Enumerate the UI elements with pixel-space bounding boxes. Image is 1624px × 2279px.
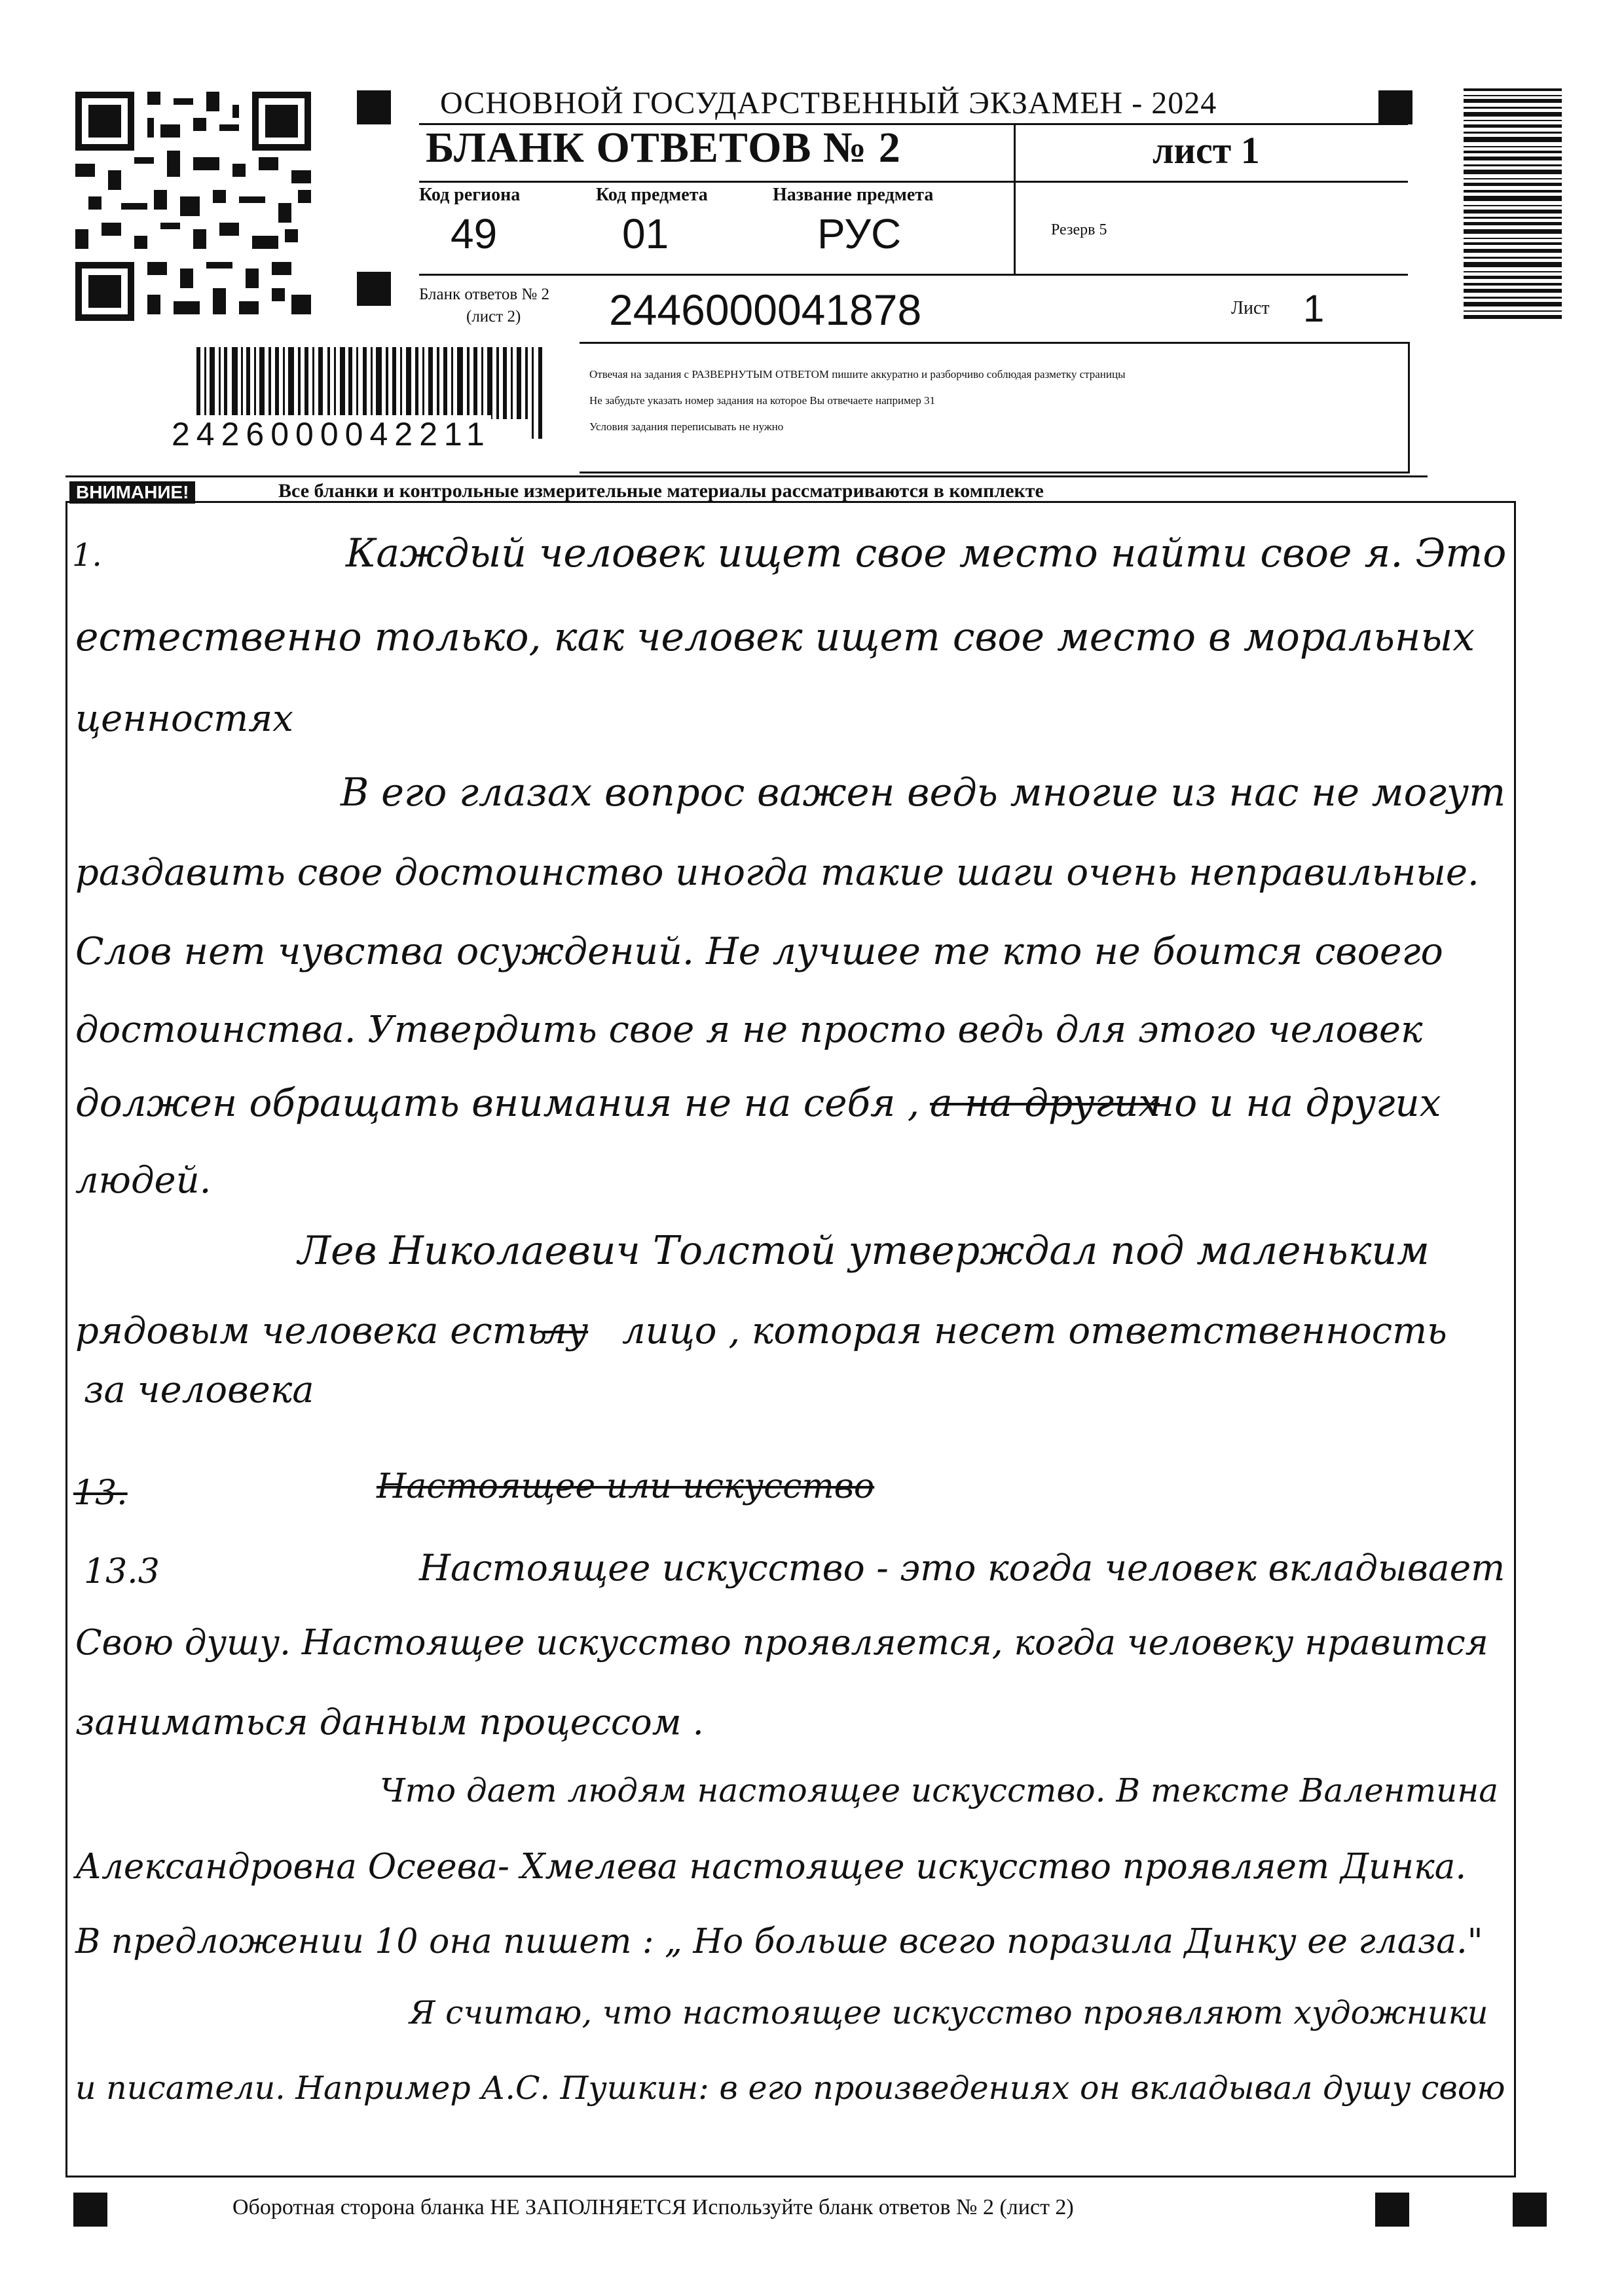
answer-line: Каждый человек ищет свое место найти свое я. Это [346,530,1507,576]
subject-code: 01 [622,210,669,257]
divider [419,181,1408,183]
divider [580,342,1408,344]
qr-code [75,92,311,321]
answer-line: раздавить свое достоинство иногда такие шаги очень неправильные. [75,851,1479,894]
subject-name-label: Название предмета [773,185,934,205]
answer-line: ценностях [75,697,293,740]
reserve-label: Резерв 5 [1051,221,1107,238]
registration-mark [1378,90,1412,124]
answer-line: людей. [75,1159,212,1202]
answer-line: Что дает людям настоящее искусство. В тексте Валентина [380,1771,1499,1809]
answer-line: лицо , которая несет ответственность [622,1310,1447,1352]
attention-badge: ВНИМАНИЕ! [69,481,195,504]
answer-line: Слов нет чувства осуждений. Не лучшее те кто не боится своего [75,930,1443,973]
answer-number: 1. [72,537,102,574]
sheet-label: лист 1 [1153,129,1260,172]
answer-line: В предложении 10 она пишет : „ Но больше всего поразила Динку ее глаза." [75,1922,1483,1961]
registration-mark [357,90,391,124]
registration-mark [357,272,391,306]
divider [65,475,1428,477]
answer-line: достоинства. Утвердить свое я не просто ведь для этого человек [75,1009,1423,1051]
divider [1408,342,1410,473]
side-barcode [1464,88,1562,324]
answer-line: Я считаю, что настоящее искусство проявляют художники [409,1994,1488,2031]
form-title: БЛАНК ОТВЕТОВ № 2 [426,124,901,172]
crossed-out-text: а на других [930,1081,1160,1125]
region-code: 49 [451,210,498,257]
registration-mark [73,2193,107,2227]
answer-line: рядовым человека есть [75,1310,547,1352]
answer-line: Лев Николаевич Толстой утверждал под маленьким [298,1228,1430,1274]
answer-line: и писатели. Например А.С. Пушкин: в его произведениях он вкладывал душу свою [75,2069,1505,2107]
divider [419,274,1408,276]
exam-title: ОСНОВНОЙ ГОСУДАРСТВЕННЫЙ ЭКЗАМЕН - 2024 [440,86,1217,120]
answer-line: должен обращать внимания не на себя , [75,1081,920,1125]
registration-mark [1513,2193,1547,2227]
footer-note: Оборотная сторона бланка НЕ ЗАПОЛНЯЕТСЯ Используйте бланк ответов № 2 (лист 2) [232,2195,1074,2219]
region-code-label: Код региона [419,185,521,205]
crossed-out-number: 13. [73,1473,128,1513]
registration-mark [1375,2193,1409,2227]
instruction-line: Отвечая на задания с РАЗВЕРНУТЫМ ОТВЕТОМ пишите аккуратно и разборчиво соблюдая разметку страницы [589,368,1126,380]
answer-line: но и на других [1149,1081,1441,1125]
linked-form-sheet: (лист 2) [466,308,521,325]
answer-line: за человека [84,1369,314,1411]
instruction-line: Условия задания переписывать не нужно [589,420,784,433]
instruction-line: Не забудьте указать номер задания на которое Вы отвечаете например 31 [589,394,936,407]
answer-line: естественно только, как человек ищет свое место в моральных [75,614,1475,660]
divider [580,472,1410,473]
sheet-small-number: 1 [1303,287,1325,330]
linked-form-number: 2446000041878 [609,286,922,334]
answer-line: Александровна Осеева- Хмелева настоящее искусство проявляет Динка. [75,1847,1467,1887]
barcode-number: 2426000042211 [172,416,491,453]
crossed-out-text: Настоящее или искусство [377,1467,875,1506]
sheet-small-label: Лист [1231,298,1270,318]
answer-number: 13.3 [84,1552,160,1591]
answer-line: Настоящее искусство - это когда человек вкладывает [419,1547,1505,1589]
subject-name: РУС [817,210,902,257]
attention-text: Все бланки и контрольные измерительные материалы рассматриваются в комплекте [278,480,1044,502]
linked-form-label: Бланк ответов № 2 [419,286,549,303]
answer-line: Свою душу. Настоящее искусство проявляется, когда человеку нравится [75,1623,1488,1663]
answer-line: В его глазах вопрос важен ведь многие из нас не могут [341,769,1506,815]
answer-line: заниматься данным процессом . [75,1701,704,1743]
subject-code-label: Код предмета [596,185,708,205]
crossed-out-text: лу [544,1310,589,1352]
divider [1014,123,1016,274]
